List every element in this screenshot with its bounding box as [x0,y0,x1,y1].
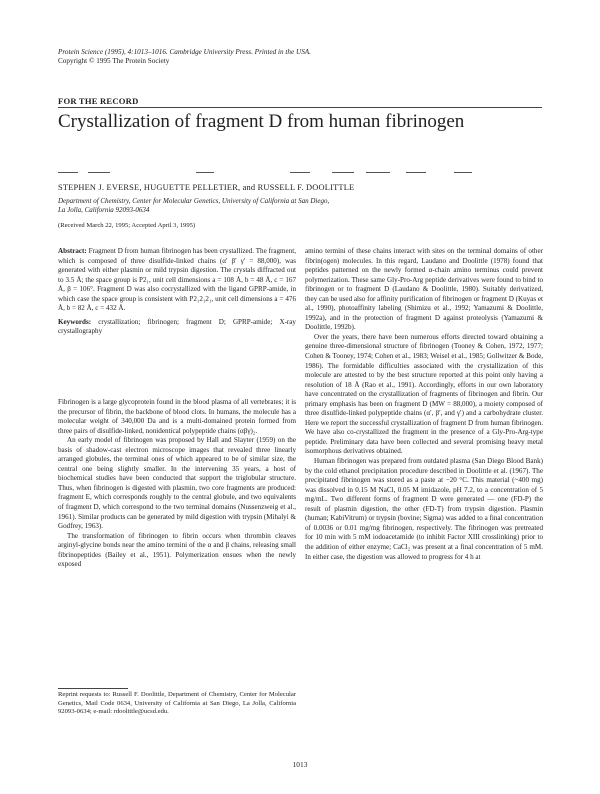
article-title: Crystallization of fragment D from human fibrinogen [58,111,465,132]
author-list: STEPHEN J. EVERSE, HUGUETTE PELLETIER, and RUSSELL F. DOOLITTLE [58,183,355,192]
received-dates: (Received March 22, 1995; Accepted April 3, 1995) [58,222,196,229]
footnote-rule [58,688,128,689]
body-paragraph: An early model of fibrinogen was proposed by Hall and Slayter (1959) on the basis of shadow-cast electron microscope images that revealed three linearly arranged globules, the terminal ones of which appeared to be of similar size, the central one being slightly smaller. In the intervening 35 years, a host of biochemical studies have been conducted that support the triglobular structure. Thus, when fibrinogen is digested with plasmin, two core fragments are produced: fragment E, which corresponds roughly to the central globule, and two equivalents of fragment D, which correspond to the two terminal domains (Nussenzweig et al., 1961). Similar products can be generated by mild digestion with trypsin (Mihalyi & Godfrey, 1963). [58,436,296,531]
affiliation-line: Department of Chemistry, Center for Molecular Genetics, University of California at San Diego, [58,197,330,205]
body-paragraph: Human fibrinogen was prepared from outdated plasma (San Diego Blood Bank) by the cold ethanol precipitation procedure described in Doolittle et al. (1967). The precipitated fibrinogen was stored as a paste at −20 °C. This material (~400 mg) was dissolved in 0.15 M NaCl, 0.05 M imidazole, pH 7.2, to a concentration of 5 mg/mL. Two different forms of fragment D were generated — one (FD-P) the result of plasmin digestion, the other (FD-T) from trypsin digestion. Plasmin (human; KabiVitrum) or trypsin (bovine; Sigma) was added to a final concentration of 0.0036 or 0.01 mg/mg fibrinogen, respectively. The fibrinogen was pretreated for 10 min with 5 mM iodoacetamide (to inhibit Factor XIII crosslinking) prior to the addition of either enzyme; CaCl₂ was present at a final concentration of 5 mM. In either case, the digestion was allowed to progress for 4 h at [305,457,543,561]
decorative-dash-rule [58,172,542,174]
journal-masthead [58,48,311,66]
body-paragraph: amino termini of these chains interact with sites on the terminal domains of other fibrin(ogen) molecules. In this regard, Laudano and Doolittle (1978) found that peptides patterned on the newly formed α-chain amino terminus could prevent polymerization. These same Gly-Pro-Arg peptide derivatives were found to bind to fibrinogen or to fragment D (Laudano & Doolittle, 1980). Suitably derivatized, they can be used also for affinity purification of fibrinogen or fragment D (Kuyas et al., 1990), photoaffinity labeling (Shimizu et al., 1992; Yamazumi & Doolittle, 1992a), and in the protection of fragment D against proteolysis (Yamazumi & Doolittle, 1992b). [305,247,543,332]
copyright-line: Copyright © 1995 The Protein Society [58,57,170,66]
affiliation-line: La Jolla, California 92093-0634 [58,206,150,214]
affiliation [58,197,329,215]
keywords-paragraph [58,318,296,337]
reprint-footnote: Reprint requests to: Russell F. Doolittle, Department of Chemistry, Center for Molecular Genetics, Mail Code 0634, University of California at San Diego, La Jolla, California 92093-0634; e-mail: rdoolittle@ucsd.edu. [58,691,296,716]
abstract-block [58,247,296,337]
right-column [305,247,543,562]
keywords-label: Keywords: [58,317,92,326]
body-paragraph: The transformation of fibrinogen to fibrin occurs when thrombin cleaves arginyl-glycine bonds near the amino termini of the α and β chains, releasing small fibrinopeptides (Bailey et al., 1951). Polymerization ensues when the newly exposed [58,531,296,569]
citation-line: Protein Science (1995), 4:1013–1016. Cambridge University Press. Printed in the USA. [58,48,311,56]
abstract-label: Abstract: [58,247,87,255]
keywords-text: crystallization; fibrinogen; fragment D; GPRP-amide; X-ray crystallography [58,317,296,336]
abstract-text: Fragment D from human fibrinogen has been crystallized. The fragment, which is composed of three disulfide-linked chains (α′ β′ γ′ = 88,000), was generated with either plasmin or mild trypsin digestion. The crystals diffracted out to 3.5 Å; the space group is P2₁, unit cell dimensions a = 108 Å, b = 48 Å, c = 167 Å, β = 106°. Fragment D was also cocrystallized with the ligand GPRP-amide, in which case the space group is consistent with P2₁2₁2₁, unit cell dimensions a = 476 Å, b = 82 Å, c = 432 Å. [58,247,296,313]
body-paragraph: Fibrinogen is a large glycoprotein found in the blood plasma of all vertebrates; it is the precursor of fibrin, the backbone of blood clots. In humans, the molecule has a molecular weight of 340,000 Da and is a multi-domained protein formed from three pairs of disulfide-linked, nonidentical polypeptide chains (αβγ)₂. [58,398,296,435]
page-number: 1013 [292,760,308,769]
body-paragraph: Over the years, there have been numerous efforts directed toward obtaining a genuine three-dimensional structure of fibrinogen (Tooney & Cohen, 1972, 1977; Cohen & Tooney, 1974; Cohen et al., 1983; Weisel et al., 1985; Gollwitzer & Bode, 1986). The formidable difficulties associated with the crystallization of this molecule are attested to by the best structure reported at this point only having a resolution of 18 Å (Rao et al., 1991). Accordingly, efforts in our own laboratory have concentrated on the crystallization of fragments of fibrinogen and fibrin. Our primary emphasis has been on fragment D (MW = 88,000), a moiety composed of three disulfide-linked polypeptide chains (α′, β′, and γ′) and a carbohydrate cluster. Here we report the successful crystallization of fragment D from human fibrinogen. We have also co-crystallized the fragment in the presence of a Gly-Pro-Arg-type peptide. Preliminary data have been collected and several promising heavy metal isomorphous derivatives obtained. [305,332,543,456]
intro-column [58,398,296,570]
section-heading: FOR THE RECORD [58,96,139,106]
heading-rule [58,107,542,108]
abstract-paragraph [58,247,296,314]
